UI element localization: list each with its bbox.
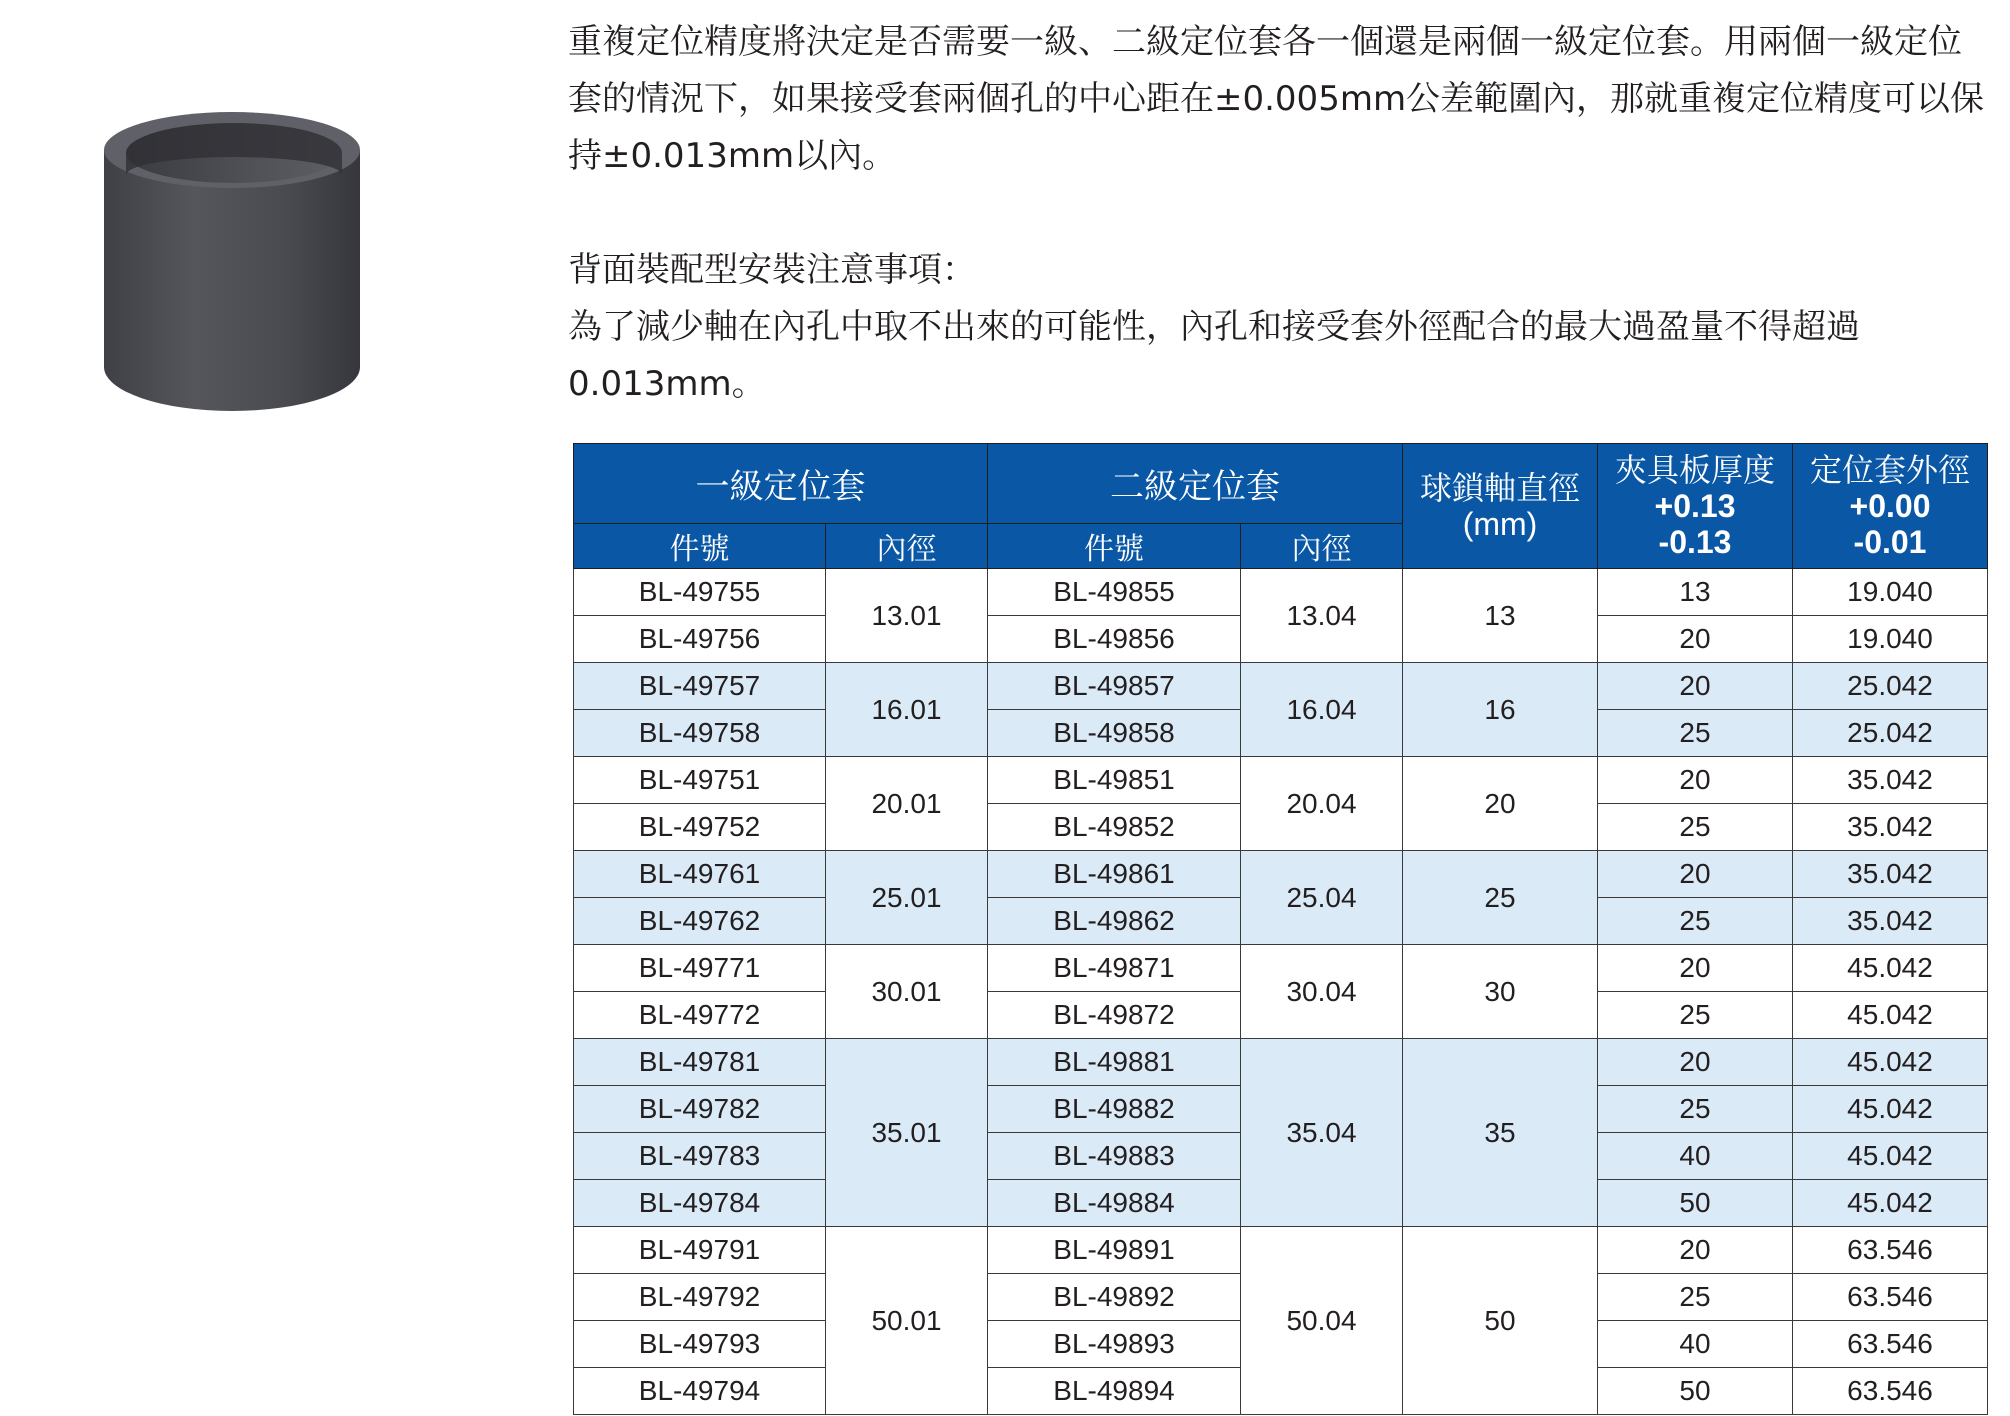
primary-part-no: BL-49791 xyxy=(574,1227,826,1274)
secondary-bore-header: 內徑 xyxy=(1241,524,1403,569)
primary-part-no-header: 件號 xyxy=(574,524,826,569)
secondary-part-no: BL-49892 xyxy=(988,1274,1241,1321)
primary-bore: 50.01 xyxy=(826,1227,988,1415)
primary-bore: 13.01 xyxy=(826,569,988,663)
primary-part-no: BL-49781 xyxy=(574,1039,826,1086)
table-row xyxy=(574,569,1988,616)
bushing-product-image xyxy=(100,105,365,415)
bushing-od: 63.546 xyxy=(1793,1227,1988,1274)
bushing-od: 25.042 xyxy=(1793,663,1988,710)
plate-thickness-header xyxy=(1598,444,1793,569)
primary-part-no: BL-49782 xyxy=(574,1086,826,1133)
secondary-part-no-header: 件號 xyxy=(988,524,1241,569)
spec-table-body xyxy=(574,569,1988,1415)
bushing-od-label: 定位套外徑 xyxy=(1809,451,1970,489)
secondary-bore: 50.04 xyxy=(1241,1227,1403,1415)
bushing-od: 45.042 xyxy=(1793,1180,1988,1227)
bushing-od: 19.040 xyxy=(1793,569,1988,616)
plate-thickness: 20 xyxy=(1598,663,1793,710)
bushing-od: 45.042 xyxy=(1793,1039,1988,1086)
secondary-part-no: BL-49856 xyxy=(988,616,1241,663)
ball-lock-diameter: 35 xyxy=(1403,1039,1598,1227)
secondary-part-no: BL-49862 xyxy=(988,898,1241,945)
primary-part-no: BL-49758 xyxy=(574,710,826,757)
bushing-od: 35.042 xyxy=(1793,804,1988,851)
secondary-bore: 13.04 xyxy=(1241,569,1403,663)
primary-part-no: BL-49794 xyxy=(574,1368,826,1415)
bushing-od: 25.042 xyxy=(1793,710,1988,757)
plate-thickness: 20 xyxy=(1598,851,1793,898)
plate-thickness: 50 xyxy=(1598,1368,1793,1415)
primary-part-no: BL-49762 xyxy=(574,898,826,945)
primary-bore: 16.01 xyxy=(826,663,988,757)
primary-bore: 35.01 xyxy=(826,1039,988,1227)
plate-thickness: 20 xyxy=(1598,1039,1793,1086)
bushing-od: 63.546 xyxy=(1793,1368,1988,1415)
table-row xyxy=(574,851,1988,898)
secondary-part-no: BL-49883 xyxy=(988,1133,1241,1180)
primary-part-no: BL-49772 xyxy=(574,992,826,1039)
secondary-part-no: BL-49855 xyxy=(988,569,1241,616)
primary-part-no: BL-49792 xyxy=(574,1274,826,1321)
plate-thickness: 25 xyxy=(1598,1274,1793,1321)
ball-lock-diameter-unit: (mm) xyxy=(1462,506,1538,542)
bushing-od: 63.546 xyxy=(1793,1274,1988,1321)
bushing-od-header xyxy=(1793,444,1988,569)
plate-thickness: 25 xyxy=(1598,804,1793,851)
primary-bore-header: 內徑 xyxy=(826,524,988,569)
ball-lock-diameter: 50 xyxy=(1403,1227,1598,1415)
precision-paragraph: 重複定位精度將決定是否需要一級、二級定位套各一個還是兩個一級定位套。用兩個一級定位套的情況下，如果接受套兩個孔的中心距在±0.005mm公差範圍內，那就重複定位精度可以保持±0.013mm以內。 xyxy=(568,22,1985,176)
plate-thickness: 20 xyxy=(1598,945,1793,992)
plate-thickness: 20 xyxy=(1598,616,1793,663)
secondary-part-no: BL-49857 xyxy=(988,663,1241,710)
install-note-body: 為了減少軸在內孔中取不出來的可能性，內孔和接受套外徑配合的最大過盈量不得超過0.013mm。 xyxy=(568,307,1860,404)
description-text xyxy=(568,14,1988,413)
ball-lock-diameter: 16 xyxy=(1403,663,1598,757)
plate-thickness: 20 xyxy=(1598,1227,1793,1274)
primary-bushing-header: 一級定位套 xyxy=(574,444,988,524)
primary-part-no: BL-49771 xyxy=(574,945,826,992)
table-row xyxy=(574,1039,1988,1086)
secondary-part-no: BL-49891 xyxy=(988,1227,1241,1274)
bushing-od: 45.042 xyxy=(1793,1133,1988,1180)
bushing-od: 19.040 xyxy=(1793,616,1988,663)
ball-lock-diameter: 20 xyxy=(1403,757,1598,851)
plate-thickness: 25 xyxy=(1598,898,1793,945)
secondary-part-no: BL-49884 xyxy=(988,1180,1241,1227)
plate-thickness-tol-minus: -0.13 xyxy=(1658,524,1732,560)
primary-part-no: BL-49755 xyxy=(574,569,826,616)
plate-thickness: 40 xyxy=(1598,1321,1793,1368)
secondary-part-no: BL-49871 xyxy=(988,945,1241,992)
table-row xyxy=(574,663,1988,710)
secondary-part-no: BL-49893 xyxy=(988,1321,1241,1368)
table-row xyxy=(574,945,1988,992)
bushing-od: 45.042 xyxy=(1793,1086,1988,1133)
plate-thickness-label: 夾具板厚度 xyxy=(1614,451,1775,489)
install-note-title: 背面裝配型安裝注意事項： xyxy=(568,250,976,290)
ball-lock-diameter-header xyxy=(1403,444,1598,569)
secondary-bore: 35.04 xyxy=(1241,1039,1403,1227)
primary-part-no: BL-49783 xyxy=(574,1133,826,1180)
secondary-part-no: BL-49882 xyxy=(988,1086,1241,1133)
primary-bore: 20.01 xyxy=(826,757,988,851)
ball-lock-diameter-label: 球鎖軸直徑 xyxy=(1419,469,1580,507)
primary-bore: 25.01 xyxy=(826,851,988,945)
secondary-bore: 25.04 xyxy=(1241,851,1403,945)
secondary-part-no: BL-49858 xyxy=(988,710,1241,757)
table-row xyxy=(574,757,1988,804)
table-row xyxy=(574,1227,1988,1274)
ball-lock-diameter: 13 xyxy=(1403,569,1598,663)
bushing-od: 63.546 xyxy=(1793,1321,1988,1368)
ball-lock-diameter: 25 xyxy=(1403,851,1598,945)
plate-thickness: 25 xyxy=(1598,710,1793,757)
plate-thickness-tol-plus: +0.13 xyxy=(1654,488,1736,524)
bushing-spec-table xyxy=(573,443,1988,1415)
primary-part-no: BL-49761 xyxy=(574,851,826,898)
plate-thickness: 40 xyxy=(1598,1133,1793,1180)
plate-thickness: 20 xyxy=(1598,757,1793,804)
secondary-bushing-header: 二級定位套 xyxy=(988,444,1403,524)
bushing-od: 45.042 xyxy=(1793,945,1988,992)
primary-part-no: BL-49752 xyxy=(574,804,826,851)
secondary-bore: 20.04 xyxy=(1241,757,1403,851)
ball-lock-diameter: 30 xyxy=(1403,945,1598,1039)
plate-thickness: 13 xyxy=(1598,569,1793,616)
primary-part-no: BL-49793 xyxy=(574,1321,826,1368)
secondary-bore: 30.04 xyxy=(1241,945,1403,1039)
secondary-part-no: BL-49852 xyxy=(988,804,1241,851)
secondary-part-no: BL-49851 xyxy=(988,757,1241,804)
primary-part-no: BL-49756 xyxy=(574,616,826,663)
bushing-od-tol-minus: -0.01 xyxy=(1853,524,1927,560)
bushing-od: 35.042 xyxy=(1793,898,1988,945)
primary-part-no: BL-49784 xyxy=(574,1180,826,1227)
bushing-od-tol-plus: +0.00 xyxy=(1849,488,1931,524)
bushing-od: 35.042 xyxy=(1793,851,1988,898)
primary-bore: 30.01 xyxy=(826,945,988,1039)
plate-thickness: 25 xyxy=(1598,992,1793,1039)
secondary-bore: 16.04 xyxy=(1241,663,1403,757)
secondary-part-no: BL-49881 xyxy=(988,1039,1241,1086)
secondary-part-no: BL-49872 xyxy=(988,992,1241,1039)
bushing-od: 35.042 xyxy=(1793,757,1988,804)
bushing-od: 45.042 xyxy=(1793,992,1988,1039)
plate-thickness: 50 xyxy=(1598,1180,1793,1227)
plate-thickness: 25 xyxy=(1598,1086,1793,1133)
secondary-part-no: BL-49894 xyxy=(988,1368,1241,1415)
primary-part-no: BL-49751 xyxy=(574,757,826,804)
primary-part-no: BL-49757 xyxy=(574,663,826,710)
secondary-part-no: BL-49861 xyxy=(988,851,1241,898)
